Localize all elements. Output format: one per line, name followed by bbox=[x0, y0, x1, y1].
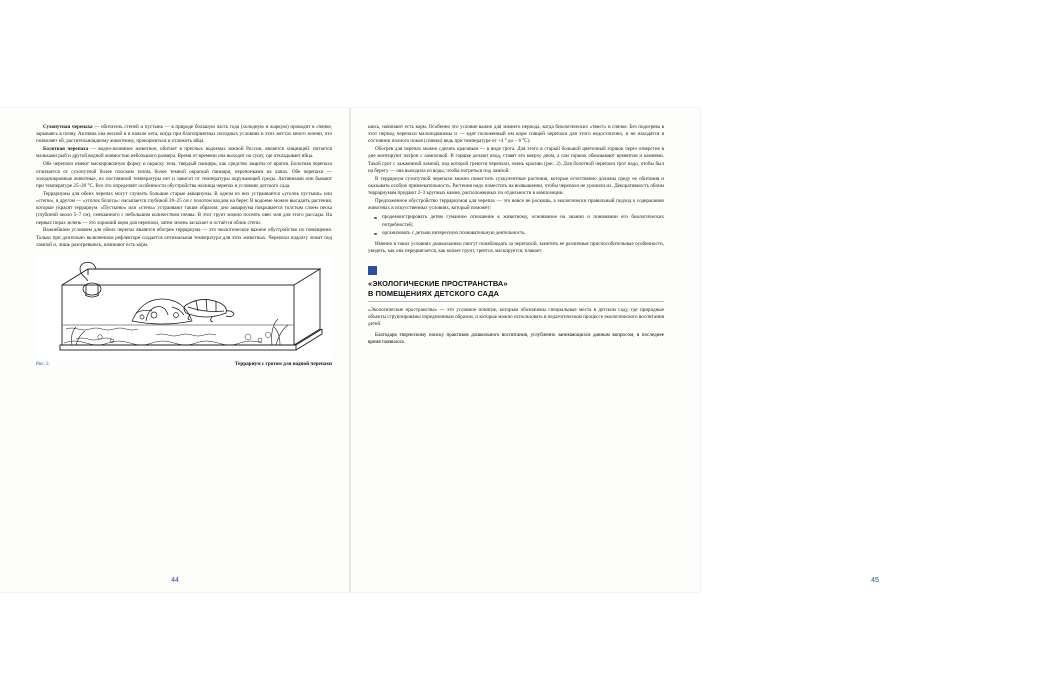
paragraph-plants: В террариум сухопутной черепахи можно поместить суккулентные растения, которые естественно должны среду ее обитания и оказывать особую привлекательность. Растения надо поместить на возвышении, чтобы черепахи не уронили их. Декоративность обоим террариумам придают 2–3 крупных камня, расположенных по отдельности в композиции. bbox=[368, 175, 664, 197]
list-item: организовать с детьми интересную познавательную деятельность. bbox=[378, 230, 664, 237]
list-item: продемонстрировать детям гуманное отношение к животному, основанное на знании и понимании его биологических потребностей; bbox=[378, 214, 664, 228]
paragraph-land-turtle bbox=[36, 124, 332, 146]
book-spread bbox=[0, 108, 879, 592]
section-title-line-1: «ЭКОЛОГИЧЕСКИЕ ПРОСТРАНСТВА» bbox=[368, 279, 508, 288]
paragraph-grotto: Обогрев для черепах можно сделать красивым — в виде грота. Для этого в старый большой цветочный горшок через отверстие в дне монтируют патрон с лампочкой. В горшке делают вход, ставят его кверху дном, а сам горшок обмазывают цементом и камнями. Такой грот с зажженной лампой, под которой греются черепахи, очень красиво (рис. 2). Для болотной черепахи грот надо, чтобы был на берегу — она выходила из воды, чтобы погреться под лампой. bbox=[368, 146, 664, 174]
left-page bbox=[0, 108, 350, 592]
left-page-text-column bbox=[36, 124, 332, 249]
section-closing-paragraph: Благодаря творческому поиску практиков дошкольного воспитания, углубленно занимающихся данным вопросом, в последнее время появилось bbox=[368, 331, 664, 345]
right-page-text-column bbox=[368, 124, 664, 255]
figure-illustration bbox=[36, 255, 332, 359]
lead-in-land-turtle: Сухопутная черепаха bbox=[43, 124, 93, 130]
lead-in-marsh-turtle: Болотная черепаха bbox=[43, 146, 89, 153]
paragraph-both-turtles: Обе черепахи имеют маскировочную форму и окраску тела, твердый панцирь, как средство защиты от врагов. Болотная черепаха отличается от сухопутной более плоским телом, более темной окраской панциря, перепонками на лапах. Обе черепахи — холоднокровные животные, их постоянной температуры нет и зависит от температуры окружающей среды. Активными они бывают при температуре 25–26 °С. Все это определяет особенности обустройства жилища черепах в условиях детского сада. bbox=[36, 161, 332, 189]
paragraph-body: — обитатель степей и пустынь — в природе большую часть года (холодную и жаркую) проводит в спячке, зарываясь в почву. Активна она весной и в начале лета, когда при благоприятных погодных условиях в этих местах много зелени, что позволяет ей, растительноядному животному, прокормиться и отложить яйца. bbox=[36, 124, 333, 145]
page-number-right: 45 bbox=[871, 577, 879, 584]
paragraph-heating: Важнейшим условием для обеих черепах является обогрев террариума — это экологическое важное обустройство их помещения. Только при длительно включенном рефлекторе создается оптимальная температура для этих животных. Черепахи подолгу лежат под лампой и, лишь разогревшись, начинают есть корм. bbox=[36, 227, 332, 248]
terrarium-drawing-icon bbox=[36, 255, 332, 359]
bullet-list bbox=[368, 214, 664, 237]
section-heading-block bbox=[368, 266, 664, 346]
figure-number: Рис. 2. bbox=[36, 362, 50, 368]
right-page bbox=[350, 108, 879, 592]
section-title-line-2: В ПОМЕЩЕНИЯХ ДЕТСКОГО САДА bbox=[368, 288, 500, 298]
paragraph-marsh-turtle bbox=[36, 146, 332, 160]
paragraph-observation: Именно в таких условиях дошкольники смогут понаблюдать за черепахой, заметить ее различные приспособительные особенности, увидеть, как она передвигается, как копает грунт, греется, маскируется, плавает. bbox=[368, 240, 664, 254]
figure-caption: Террариум с гротом для водной черепахи bbox=[234, 361, 332, 368]
square-marker-icon bbox=[368, 266, 377, 275]
figure-terrarium bbox=[36, 255, 332, 367]
paragraph-body: — водно-наземное животное, обитает в пресных водоемах южной России, является хищницей: питается мальками рыб и другой водной живностью небольшого размера. Время от времени она выходит на сушу, где откладывает яйца. bbox=[36, 146, 332, 160]
figure-caption-row bbox=[36, 361, 332, 367]
section-divider bbox=[368, 301, 664, 302]
paragraph-continuation: шись, начинают есть корм. Особенно это условие важно для зимнего периода, когда биологических «твист» в спячке. Без подогрева в этот период черепахи малоподвижны и — едят положенный им корм спящей черепахи для этого недостаточно, и не находятся в состоянии полного покоя (спячки) ведь при температуре от +4 ° до − 6 °С). bbox=[368, 124, 664, 145]
section-definition: «Экологические пространства» — это условное понятие, которым обозначены специальные места в детском саду, где природные объекты сгруппированы определенным образом, и которые можно использовать в педагогическом процессе экологического воспитания детей. bbox=[368, 306, 664, 328]
page-number-left: 44 bbox=[171, 577, 179, 584]
paragraph-conclusion-intro: Предложенное обустройство террариумов для черепах — это вовсе не роскошь, а экологически правильный подход к содержанию животных в искусственных условиях, который поможет: bbox=[368, 197, 664, 212]
paragraph-terrariums: Террариумы для обеих черепах могут служить большие старые аквариумы. В одном из них устраивается «уголок пустыни» или «степи», в другом — «уголок болота»: насыпается глубиной 20–25 см с полотом вахдом на берег. В водоеме можно высадить растения, которые украсят террариум. «Пустыню» или «степь» устраивают таким образом: дно аквариума покрывается толстым слоем песка (глубиной около 5–7 см), смешанного с небольшим количеством почвы. В этот грунт можно посеять овес или для этого рассады. На первых порах зелень — это хороший корм для черепахи, затем зелень засыхает и остаётся облик степи. bbox=[36, 190, 332, 226]
